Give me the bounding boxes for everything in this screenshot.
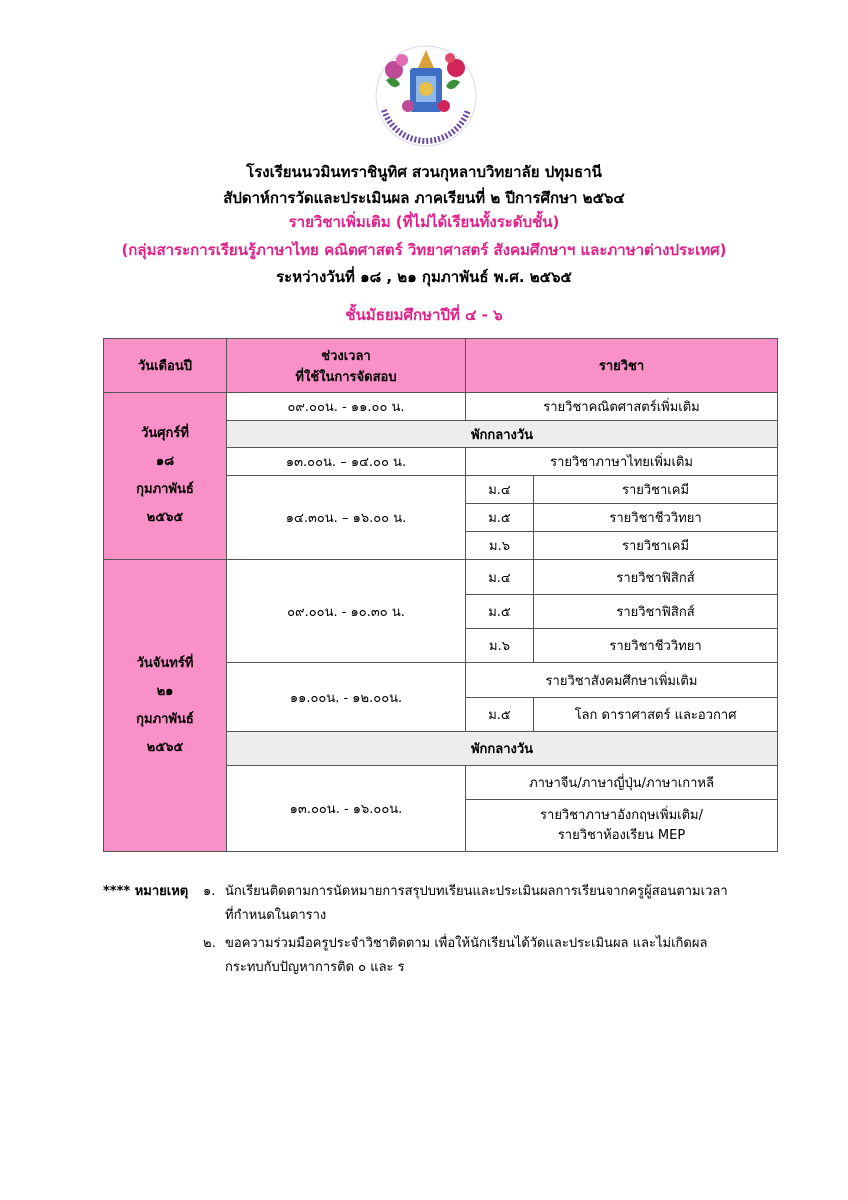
subject-groups: (กลุ่มสาระการเรียนรู้ภาษาไทย คณิตศาสตร์ วิทยาศาสตร์ สังคมศึกษาฯ และภาษาต่างประเทศ) <box>121 241 727 259</box>
subject-cell: รายวิชาภาษาอังกฤษเพิ่มเติม/ รายวิชาห้องเรียน MEP <box>466 800 778 852</box>
time-cell: ๐๙.๐๐น. - ๑๐.๓๐ น. <box>227 560 466 663</box>
note-1: นักเรียนติดตามการนัดหมายการสรุปบทเรียนและประเมินผลการเรียนจากครูผู้สอนตามเวลา ที่กำหนดในตาราง <box>225 884 728 923</box>
school-emblem-icon <box>364 40 488 152</box>
course-type-title: รายวิชาเพิ่มเติม (ที่ไม่ได้เรียนทั้งระดับชั้น) <box>288 213 560 231</box>
exam-week-title: สัปดาห์การวัดและประเมินผล ภาคเรียนที่ ๒ ปีการศึกษา ๒๕๖๔ <box>223 189 625 207</box>
note-2: ขอความร่วมมือครูประจำวิชาติดตาม เพื่อให้นักเรียนได้วัดและประเมินผล และไม่เกิดผล กระทบกับปัญหาการติด ๐ และ ร <box>225 936 708 975</box>
header-date: วันเดือนปี <box>104 339 227 393</box>
level-cell: ม.๔ <box>466 476 534 504</box>
subject-cell: รายวิชาฟิสิกส์ <box>534 595 778 629</box>
date-range: ระหว่างวันที่ ๑๘ , ๒๑ กุมภาพันธ์ พ.ศ. ๒๕๖๕ <box>276 268 572 286</box>
time-cell: ๑๑.๐๐น. - ๑๒.๐๐น. <box>227 663 466 732</box>
time-cell: ๑๓.๐๐น. – ๑๔.๐๐ น. <box>227 448 466 476</box>
subject-cell: รายวิชาชีววิทยา <box>534 629 778 663</box>
subject-cell: รายวิชาสังคมศึกษาเพิ่มเติม <box>466 663 778 698</box>
subject-cell: รายวิชาคณิตศาสตร์เพิ่มเติม <box>466 393 778 421</box>
school-name: โรงเรียนนวมินทราชินูทิศ สวนกุหลาบวิทยาลัย ปทุมธานี <box>246 163 602 181</box>
lunch-break: พักกลางวัน <box>227 421 778 448</box>
level-cell: ม.๔ <box>466 560 534 595</box>
day2-cell: วันจันทร์ที่ ๒๑ กุมภาพันธ์ ๒๕๖๕ <box>104 560 227 852</box>
subject-cell: รายวิชาเคมี <box>534 476 778 504</box>
level-cell: ม.๖ <box>466 532 534 560</box>
level-cell: ม.๕ <box>466 595 534 629</box>
notes-section <box>103 880 793 980</box>
subject-cell: รายวิชาภาษาไทยเพิ่มเติม <box>466 448 778 476</box>
exam-schedule-table <box>103 338 778 852</box>
subject-cell: รายวิชาชีววิทยา <box>534 504 778 532</box>
table-row <box>104 560 778 595</box>
subject-cell: ภาษาจีน/ภาษาญี่ปุ่น/ภาษาเกาหลี <box>466 766 778 800</box>
note-number: ๑. <box>203 884 216 899</box>
header-time: ช่วงเวลา ที่ใช้ในการจัดสอบ <box>227 339 466 393</box>
day1-cell: วันศุกร์ที่ ๑๘ กุมภาพันธ์ ๒๕๖๕ <box>104 393 227 560</box>
header-subject: รายวิชา <box>466 339 778 393</box>
subject-cell: รายวิชาฟิสิกส์ <box>534 560 778 595</box>
time-cell: ๑๔.๓๐น. – ๑๖.๐๐ น. <box>227 476 466 560</box>
table-row <box>104 393 778 421</box>
notes-label: **** หมายเหตุ <box>103 884 189 899</box>
level-cell: ม.๖ <box>466 629 534 663</box>
time-cell: ๑๓.๐๐น. - ๑๖.๐๐น. <box>227 766 466 852</box>
note-number: ๒. <box>203 936 216 951</box>
level-cell: ม.๕ <box>466 698 534 732</box>
subject-cell: โลก ดาราศาสตร์ และอวกาศ <box>534 698 778 732</box>
subject-cell: รายวิชาเคมี <box>534 532 778 560</box>
time-cell: ๐๙.๐๐น. - ๑๑.๐๐ น. <box>227 393 466 421</box>
table-header-row <box>104 339 778 393</box>
grade-level: ชั้นมัธยมศึกษาปีที่ ๔ - ๖ <box>345 306 503 324</box>
lunch-break: พักกลางวัน <box>227 732 778 766</box>
level-cell: ม.๕ <box>466 504 534 532</box>
